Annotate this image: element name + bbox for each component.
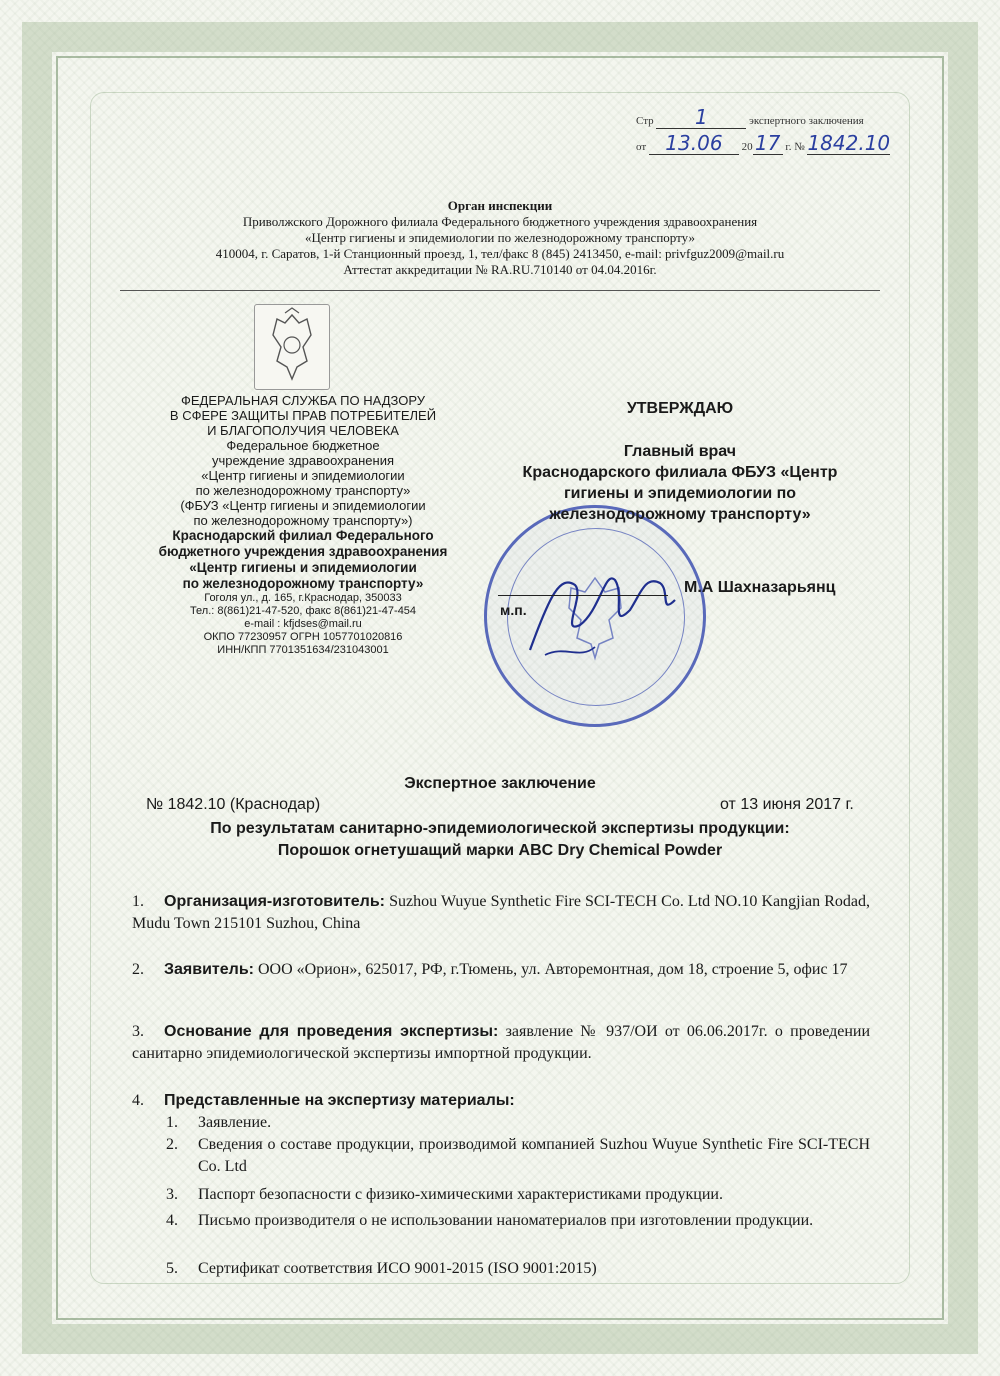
page-label-suffix: экспертного заключения [749, 115, 864, 127]
material-number: 2. [166, 1136, 178, 1153]
material-text: Сертификат соответствия ИСО 9001-2015 (ISO 9001:2015) [198, 1260, 597, 1277]
issuer-contact-line: Тел.: 8(861)21-47-520, факс 8(861)21-47-454 [189, 605, 417, 617]
from-label: от [636, 141, 647, 153]
section-label: Представленные на экспертизу материалы: [164, 1092, 515, 1109]
number-label: г. № [785, 141, 805, 153]
page-label: Стр [636, 115, 654, 127]
approval-line: гигиены и эпидемиологии по [563, 485, 797, 502]
handwritten-number: 1842.10 [807, 131, 891, 155]
coat-of-arms-icon [254, 304, 330, 390]
inspection-line-2: «Центр гигиены и эпидемиологии по железнодорожному транспорту» [305, 230, 695, 245]
subtitle-line-2: Порошок огнетушащий марки ABC Dry Chemical Powder [277, 842, 723, 859]
material-item [166, 1258, 870, 1280]
issuer-line: Федеральное бюджетное [226, 438, 380, 453]
section-applicant [132, 959, 870, 981]
document-title: Экспертное заключение [404, 775, 596, 792]
section-number: 1. [132, 893, 144, 910]
conclusion-date: от 13 июня 2017 г. [720, 796, 854, 813]
issuer-branch-line: Краснодарский филиал Федерального [172, 528, 434, 543]
conclusion-number: № 1842.10 (Краснодар) [146, 796, 321, 813]
section-manufacturer [132, 891, 870, 935]
page-number: 1 [656, 106, 746, 129]
signer-name: М.А Шахназарьянц [684, 579, 836, 596]
section-label: Основание для проведения экспертизы: [164, 1023, 499, 1040]
signature-icon [520, 555, 680, 665]
section-number: 2. [132, 961, 144, 978]
issuer-contact-line: ИНН/КПП 7701351634/231043001 [217, 644, 389, 656]
issuer-contact-line: Гоголя ул., д. 165, г.Краснодар, 350033 [204, 592, 402, 604]
issuer-line: по железнодорожному транспорту» [195, 483, 411, 498]
handwritten-year: 17 [753, 132, 783, 155]
issuer-line: учреждение здравоохранения [211, 453, 395, 468]
material-text: Заявление. [198, 1114, 272, 1131]
issuer-line: В СФЕРЕ ЗАЩИТЫ ПРАВ ПОТРЕБИТЕЛЕЙ [169, 408, 437, 423]
section-label: Организация-изготовитель: [164, 893, 386, 910]
material-number: 1. [166, 1114, 178, 1131]
approval-line: Краснодарского филиала ФБУЗ «Центр [522, 464, 838, 481]
inspection-body-header [120, 198, 880, 278]
section-label: Заявитель: [164, 961, 254, 978]
issuer-branch-line: «Центр гигиены и эпидемиологии [189, 560, 417, 575]
material-text: Письмо производителя о не использовании наноматериалов при изготовлении продукции. [198, 1212, 814, 1229]
conclusion-subtitle [120, 818, 880, 862]
material-item [166, 1184, 870, 1206]
issuer-branch-line: бюджетного учреждения здравоохранения [158, 544, 448, 559]
material-item [166, 1112, 870, 1134]
issuer-contact-line: ОКПО 77230957 ОГРН 1057701020816 [203, 631, 403, 643]
header-divider [120, 290, 880, 291]
issuer-block [138, 393, 468, 657]
issuer-line: ФЕДЕРАЛЬНАЯ СЛУЖБА ПО НАДЗОРУ [180, 393, 425, 408]
material-text: Сведения о составе продукции, производимой компанией Suzhou Wuyue Synthetic Fire SCI-TECH Co. Ltd [198, 1136, 870, 1175]
section-materials [132, 1090, 870, 1112]
year-prefix: 20 [741, 141, 753, 153]
approval-line: Главный врач [623, 443, 737, 460]
material-number: 5. [166, 1260, 178, 1277]
page-reference [636, 106, 890, 158]
section-number: 3. [132, 1023, 144, 1040]
material-text: Паспорт безопасности с физико-химическими характеристиками продукции. [198, 1186, 723, 1203]
issuer-line: И БЛАГОПОЛУЧИЯ ЧЕЛОВЕКА [207, 423, 399, 438]
issuer-branch-line: по железнодорожному транспорту» [182, 576, 424, 591]
issuer-line: по железнодорожному транспорту») [193, 513, 413, 528]
section-text: Suzhou Wuyue Synthetic Fire SCI-TECH Co. Ltd NO.10 Kangjian Rodad, Mudu Town 215101 Suzhou, China [132, 893, 870, 932]
section-number: 4. [132, 1092, 144, 1109]
material-number: 4. [166, 1212, 178, 1229]
section-text: заявление № 937/ОИ от 06.06.2017г. о проведении санитарно эпидемиологической экспертизы импортной продукции. [132, 1023, 871, 1062]
approval-heading: УТВЕРЖДАЮ [626, 400, 734, 417]
inspection-heading: Орган инспекции [447, 198, 553, 213]
section-basis [132, 1021, 870, 1065]
material-number: 3. [166, 1186, 178, 1203]
material-item [166, 1134, 870, 1178]
stamp-label: м.п. [500, 602, 527, 618]
inspection-line-3: 410004, г. Саратов, 1-й Станционный проезд, 1, тел/факс 8 (845) 2413450, e-mail: privfguz2009@mail.ru [215, 246, 785, 261]
issuer-line: (ФБУЗ «Центр гигиены и эпидемиологии [180, 498, 426, 513]
issuer-contact-line: e-mail : kfjdses@mail.ru [244, 618, 362, 630]
inspection-line-1: Приволжского Дорожного филиала Федерального бюджетного учреждения здравоохранения [242, 214, 758, 229]
subtitle-line-1: По результатам санитарно-эпидемиологической экспертизы продукции: [210, 820, 790, 837]
handwritten-date: 13.06 [649, 132, 739, 155]
material-item [166, 1210, 870, 1232]
signature-line [498, 595, 668, 596]
inspection-line-4: Аттестат аккредитации № RA.RU.710140 от 04.04.2016г. [343, 262, 657, 277]
section-text: ООО «Орион», 625017, РФ, г.Тюмень, ул. Авторемонтная, дом 18, строение 5, офис 17 [254, 961, 848, 978]
issuer-line: «Центр гигиены и эпидемиологии [201, 468, 405, 483]
approval-block [470, 398, 890, 525]
approval-line: железнодорожному транспорту» [549, 506, 811, 523]
